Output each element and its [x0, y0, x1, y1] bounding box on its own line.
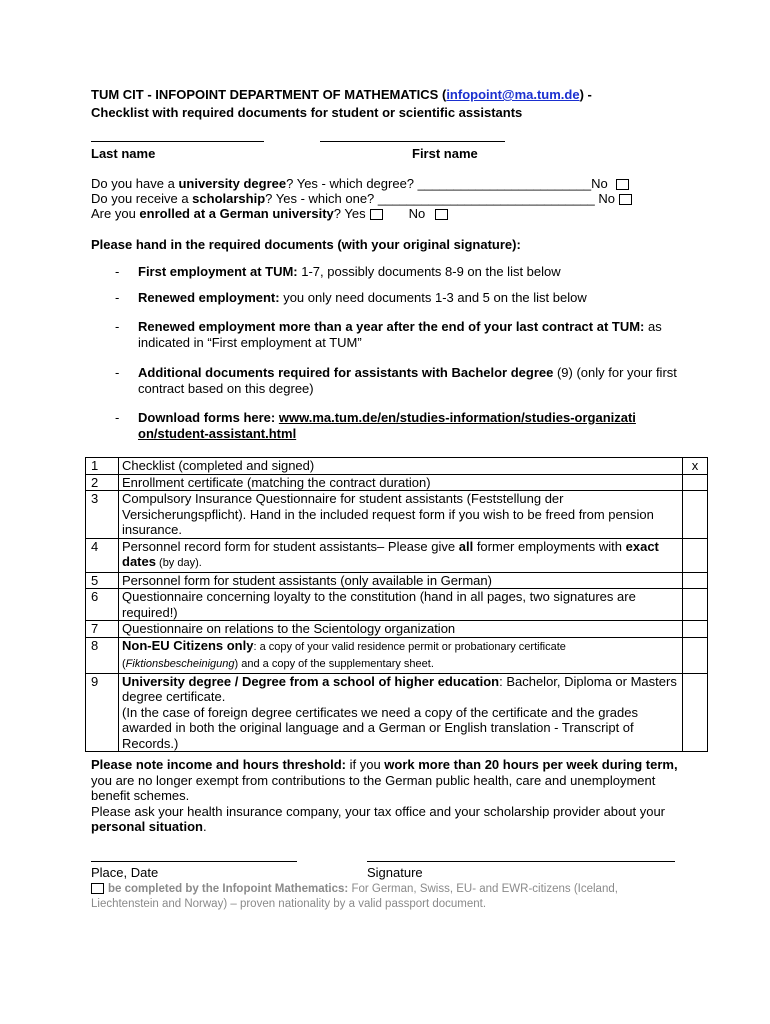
bullet-renewed-employment: Renewed employment: you only need documents 1-3 and 5 on the list below	[138, 290, 587, 305]
first-name-line[interactable]	[320, 141, 505, 142]
question-scholarship: Do you receive a scholarship? Yes - which one? ______________________________ No	[91, 191, 632, 206]
table-row: 2 Enrollment certificate (matching the contract duration)	[86, 474, 708, 491]
row-9-checkmark[interactable]	[683, 673, 708, 752]
instructions-heading: Please hand in the required documents (with your original signature):	[91, 237, 521, 252]
bullet-2-dash: -	[115, 290, 120, 305]
bullet-5-dash: -	[115, 410, 120, 425]
table-row: 4 Personnel record form for student assistants– Please give all former employments with exact dates (by day).	[86, 538, 708, 572]
table-row: 7 Questionnaire on relations to the Scientology organization	[86, 621, 708, 638]
scholarship-no-checkbox[interactable]	[619, 194, 632, 205]
question-enrolled: Are you enrolled at a German university? Yes No	[91, 206, 448, 221]
document-checklist-table	[85, 457, 708, 752]
row-2-checkmark[interactable]	[683, 474, 708, 491]
table-row: 8 Non-EU Citizens only: a copy of your valid residence permit or probationary certificate (Fiktionsbescheinigung) and a copy of the supplementary sheet.	[86, 637, 708, 673]
place-date-line[interactable]	[91, 861, 297, 862]
table-row: 3 Compulsory Insurance Questionnaire for student assistants (Feststellung der Versicherungspflicht). Hand in the included request form if you wish to be freed from pension insurance.	[86, 491, 708, 539]
enrolled-no-checkbox[interactable]	[435, 209, 448, 220]
bullet-first-employment: First employment at TUM: 1-7, possibly documents 8-9 on the list below	[138, 264, 561, 279]
infopoint-footer-note: be completed by the Infopoint Mathematics: For German, Swiss, EU- and EWR-citizens (Iceland, Liechtenstein and Norway) – proven nationality by a valid passport document.	[91, 883, 618, 910]
row-7-checkmark[interactable]	[683, 621, 708, 638]
place-date-label: Place, Date	[91, 865, 159, 880]
enrolled-yes-checkbox[interactable]	[370, 209, 383, 220]
question-university-degree: Do you have a university degree? Yes - which degree? ________________________No	[91, 176, 629, 191]
row-6-checkmark[interactable]	[683, 589, 708, 621]
row-3-checkmark[interactable]	[683, 491, 708, 539]
row-1-checkmark[interactable]: x	[683, 458, 708, 475]
table-row: 6 Questionnaire concerning loyalty to the constitution (hand in all pages, two signatures are required!)	[86, 589, 708, 621]
row-8-checkmark[interactable]	[683, 637, 708, 673]
table-row: 1 Checklist (completed and signed) x	[86, 458, 708, 475]
infopoint-checkbox[interactable]	[91, 883, 104, 894]
header-line-2: Checklist with required documents for student or scientific assistants	[91, 105, 523, 120]
signature-line[interactable]	[367, 861, 675, 862]
first-name-label: First name	[412, 146, 478, 161]
last-name-line[interactable]	[91, 141, 264, 142]
signature-label: Signature	[367, 865, 423, 880]
bullet-4-dash: -	[115, 365, 120, 380]
last-name-label: Last name	[91, 146, 156, 161]
bullet-download-forms: Download forms here: www.ma.tum.de/en/studies-information/studies-organization/student-assistant.html	[138, 410, 636, 441]
table-row: 5 Personnel form for student assistants (only available in German)	[86, 572, 708, 589]
row-4-checkmark[interactable]	[683, 538, 708, 572]
header-line-1: TUM CIT - INFOPOINT DEPARTMENT OF MATHEMATICS (infopoint@ma.tum.de) -	[91, 87, 592, 102]
degree-no-checkbox[interactable]	[616, 179, 629, 190]
bullet-1-dash: -	[115, 264, 120, 279]
infopoint-email-link[interactable]: infopoint@ma.tum.de	[446, 87, 580, 102]
table-row: 9 University degree / Degree from a school of higher education: Bachelor, Diploma or Masters degree certificate. (In the case of foreign degree certificates we need a copy of the certificate and the grades awarded in both the original language and a German or English translation - Transcript of Records.)	[86, 673, 708, 752]
bullet-additional-documents: Additional documents required for assistants with Bachelor degree (9) (only for your first contract based on this degree)	[138, 365, 677, 396]
forms-download-link[interactable]: www.ma.tum.de/en/studies-information/studies-organization/student-assistant.html	[138, 410, 636, 441]
bullet-renewed-after-year: Renewed employment more than a year after the end of your last contract at TUM: as indicated in “First employment at TUM”	[138, 319, 662, 350]
row-5-checkmark[interactable]	[683, 572, 708, 589]
bullet-3-dash: -	[115, 319, 120, 334]
income-threshold-note: Please note income and hours threshold: if you work more than 20 hours per week during term, you are no longer exempt from contributions to the German public health, care and unemployment benefit schemes. Please ask your health insurance company, your tax office and your scholarship provider about your personal situation.	[91, 757, 678, 834]
